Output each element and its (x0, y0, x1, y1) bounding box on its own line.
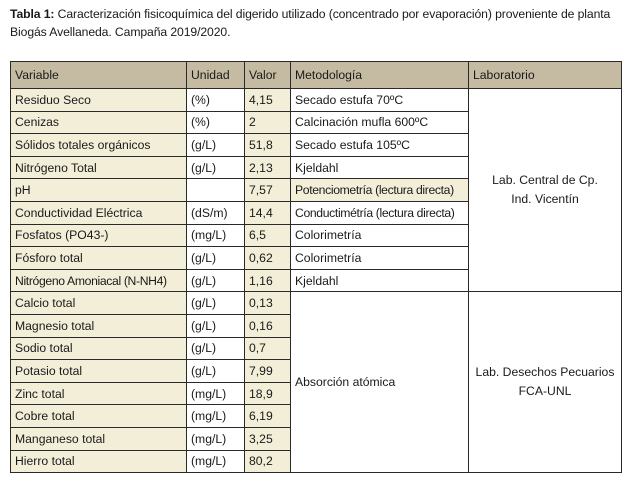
cell-unidad: (%) (187, 89, 245, 112)
lab2-line1: Lab. Desechos Pecuarios (475, 365, 615, 380)
cell-metodologia: Colorimetría (291, 247, 469, 270)
cell-valor: 51,8 (245, 134, 291, 157)
characterization-table (10, 61, 622, 473)
cell-variable: Hierro total (11, 450, 187, 473)
header-variable: Variable (11, 62, 187, 89)
cell-valor: 0,7 (245, 337, 291, 360)
cell-unidad: (g/L) (187, 269, 245, 292)
cell-variable: Conductividad Eléctrica (11, 201, 187, 224)
cell-metodologia: Potenciometría (lectura directa) (291, 179, 469, 202)
cell-valor: 6,19 (245, 405, 291, 428)
cell-variable: Potasio total (11, 360, 187, 383)
cell-variable: Nitrógeno Amoniacal (N-NH4) (11, 269, 187, 292)
cell-unidad: (g/L) (187, 134, 245, 157)
cell-variable: Sólidos totales orgánicos (11, 134, 187, 157)
cell-metodologia: Conductimétría (lectura directa) (291, 201, 469, 224)
cell-metodologia: Secado estufa 105ºC (291, 134, 469, 157)
cell-variable: Nitrógeno Total (11, 156, 187, 179)
cell-valor: 0,16 (245, 314, 291, 337)
cell-valor: 18,9 (245, 382, 291, 405)
cell-valor: 2,13 (245, 156, 291, 179)
cell-valor: 14,4 (245, 201, 291, 224)
header-metodologia: Metodología (291, 62, 469, 89)
cell-unidad: (g/L) (187, 314, 245, 337)
lab2-line2: FCA-UNL (518, 384, 572, 399)
caption-text: Caracterización fisicoquímica del digerido utilizado (concentrado por evaporación) proveniente de planta Biogás Avellaneda. Campaña 2019/2020. (10, 7, 611, 39)
cell-unidad: (mg/L) (187, 427, 245, 450)
header-laboratorio: Laboratorio (469, 62, 622, 89)
cell-valor: 0,13 (245, 292, 291, 315)
table-header-row (11, 62, 622, 89)
cell-laboratorio-1 (469, 89, 622, 292)
lab1-line1: Lab. Central de Cp. (492, 173, 598, 188)
cell-valor: 2 (245, 111, 291, 134)
cell-variable: Calcio total (11, 292, 187, 315)
cell-valor: 3,25 (245, 427, 291, 450)
cell-valor: 4,15 (245, 89, 291, 112)
table-row (11, 89, 622, 112)
cell-variable: Manganeso total (11, 427, 187, 450)
cell-variable: pH (11, 179, 187, 202)
cell-unidad: (g/L) (187, 337, 245, 360)
cell-valor: 80,2 (245, 450, 291, 473)
cell-unidad: (mg/L) (187, 224, 245, 247)
cell-valor: 1,16 (245, 269, 291, 292)
cell-variable: Zinc total (11, 382, 187, 405)
cell-unidad: (%) (187, 111, 245, 134)
cell-variable: Magnesio total (11, 314, 187, 337)
cell-metodologia: Kjeldahl (291, 156, 469, 179)
cell-unidad: (mg/L) (187, 382, 245, 405)
cell-unidad: (mg/L) (187, 450, 245, 473)
cell-variable: Residuo Seco (11, 89, 187, 112)
cell-laboratorio-2 (469, 292, 622, 473)
lab1-line2: Ind. Vicentín (511, 192, 579, 207)
caption-label: Tabla 1: (10, 7, 55, 21)
cell-metodologia-merged: Absorción atómica (291, 292, 469, 473)
header-unidad: Unidad (187, 62, 245, 89)
cell-unidad: (g/L) (187, 292, 245, 315)
cell-variable: Cobre total (11, 405, 187, 428)
cell-variable: Cenizas (11, 111, 187, 134)
cell-variable: Fosfatos (PO43-) (11, 224, 187, 247)
cell-valor: 6,5 (245, 224, 291, 247)
cell-valor: 0,62 (245, 247, 291, 270)
header-valor: Valor (245, 62, 291, 89)
cell-unidad: (mg/L) (187, 405, 245, 428)
cell-valor: 7,57 (245, 179, 291, 202)
cell-unidad: (g/L) (187, 247, 245, 270)
cell-unidad: (dS/m) (187, 201, 245, 224)
cell-metodologia: Secado estufa 70ºC (291, 89, 469, 112)
cell-metodologia: Kjeldahl (291, 269, 469, 292)
cell-unidad (187, 179, 245, 202)
table-caption (10, 6, 622, 41)
cell-unidad: (g/L) (187, 156, 245, 179)
cell-unidad: (g/L) (187, 360, 245, 383)
cell-valor: 7,99 (245, 360, 291, 383)
cell-variable: Sodio total (11, 337, 187, 360)
cell-variable: Fósforo total (11, 247, 187, 270)
cell-metodologia: Colorimetría (291, 224, 469, 247)
cell-metodologia: Calcinación mufla 600ºC (291, 111, 469, 134)
table-row (11, 292, 622, 315)
